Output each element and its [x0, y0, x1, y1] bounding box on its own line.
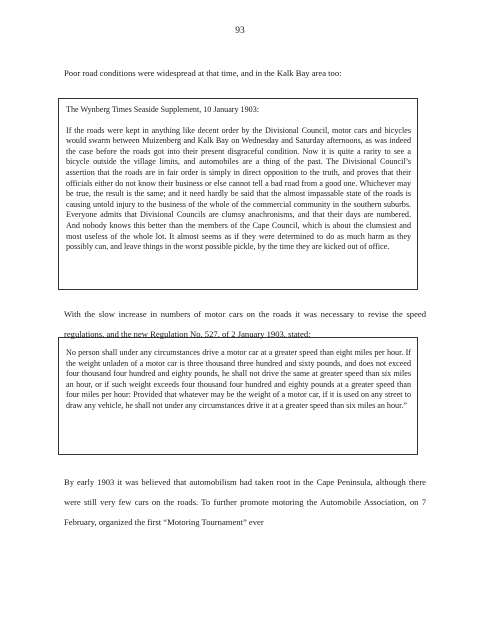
quote-source-title: The Wynberg Times Seaside Supplement, 10 January 1903:: [66, 105, 259, 114]
quote-body-text: If the roads were kept in anything like decent order by the Divisional Council, motor cars and bicycles would swarm between Muizenberg and Kalk Bay on Wednesday and Saturday afternoons, as was indeed the case before the roads got into their present disgraceful condition. Now it is quite a rarity to see a bicycle outside the village limits, and automobiles are a thing of the past. The Divisional Council’s assertion that the roads are in fair order is simply in direct opposition to the truth, and proves that their officials either do not know their business or else cannot tell a bad road from a good one. Whichever may be true, the result is the same; and it need hardly be said that the almost impassable state of the roads is causing untold injury to the business of the whole of the commercial community in the southern suburbs. Everyone admits that Divisional Councils are clumsy anachronisms, and that their days are numbered. And nobody knows this better than the members of the Cape Council, which is about the clumsiest and most useless of the whole lot. It almost seems as if they were determined to do as much harm as they possibly can, and leave things in the worst possible pickle, by the time they are kicked out of office.: [66, 125, 411, 252]
newspaper-quote-box: [58, 98, 418, 290]
regulation-quote-box: [58, 337, 418, 455]
page-number: 93: [235, 26, 245, 36]
regulation-text: No person shall under any circumstances drive a motor car at a greater speed than eight miles per hour. If the weight unladen of a motor car is three thousand three hundred and sixty pounds, and does not exceed four thousand four hundred and eighty pounds, he shall not drive the same at greater speed than six miles an hour, or if such weight exceeds four thousand four hundred and eighty pounds at a greater speed than four miles per hour: Provided that whatever may be the weight of a motor car, if it is used on any street to draw any vehicle, he shall not under any circumstances drive it at a greater speed than six miles an hour.”: [66, 348, 411, 410]
intro-paragraph: Poor road conditions were widespread at that time, and in the Kalk Bay area too:: [64, 68, 342, 78]
speed-regulation-paragraph: With the slow increase in numbers of motor cars on the roads it was necessary to revise the speed regulations, and the new Regulation No. 527, of 2 January 1903, stated:: [64, 309, 426, 339]
automobilism-paragraph: By early 1903 it was believed that automobilism had taken root in the Cape Peninsula, although there were still very few cars on the roads. To further promote motoring the Automobile Association, on 7 February, organized the first “Motoring Tournament” ever: [64, 477, 426, 527]
